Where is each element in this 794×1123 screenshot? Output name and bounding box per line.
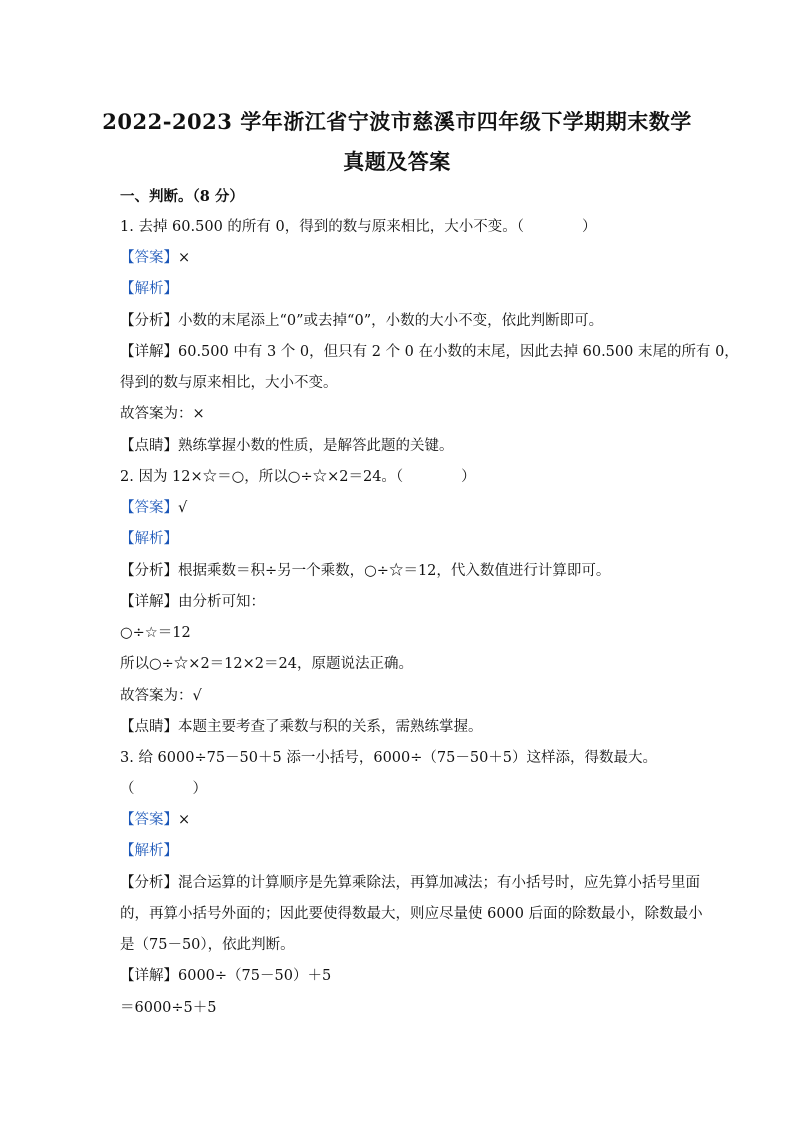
answer-tag: 【答案】 [120, 812, 178, 828]
section-heading: 一、判断。（8 分） [120, 188, 244, 205]
q2-step-1: ○÷☆＝12 [120, 625, 191, 641]
analysis-tag: 【分析】 [120, 563, 178, 579]
q2-key-point [120, 717, 483, 737]
q2-jiexi-tag: 【解析】 [120, 531, 178, 547]
detail-tag: 【详解】 [120, 968, 178, 984]
q3-step-1: ＝6000÷5＋5 [120, 1000, 217, 1016]
q1-detail-line-2: 得到的数与原来相比，大小不变。 [120, 375, 338, 391]
answer-value: √ [178, 500, 188, 516]
answer-value: × [178, 812, 191, 828]
q1-detail-line-1 [120, 342, 739, 362]
detail-text: 6000÷（75－50）＋5 [178, 968, 332, 984]
q3-analysis-line-2: 的，再算小括号外面的；因此要使得数最大，则应尽量使 6000 后面的除数最小，除数最小 [120, 906, 703, 922]
document-title-line-1: 2022-2023 学年浙江省宁波市慈溪市四年级下学期期末数学 [102, 109, 692, 134]
answer-value: × [178, 250, 191, 266]
detail-tag: 【详解】 [120, 344, 178, 360]
analysis-tag: 【分析】 [120, 313, 178, 329]
analysis-text: 混合运算的计算顺序是先算乘除法，再算加减法；有小括号时，应先算小括号里面 [178, 875, 700, 891]
question-1: 1. 去掉 60.500 的所有 0，得到的数与原来相比，大小不变。（ ） [120, 219, 597, 235]
q3-answer [120, 810, 190, 830]
q2-answer [120, 498, 187, 518]
q3-analysis-line-3: 是（75－50），依此判断。 [120, 937, 295, 953]
analysis-text: 小数的末尾添上“0”或去掉“0”，小数的大小不变，依此判断即可。 [178, 313, 604, 329]
detail-text: 由分析可知： [178, 594, 265, 610]
q2-conclusion: 故答案为：√ [120, 688, 202, 704]
q1-jiexi-tag: 【解析】 [120, 281, 178, 297]
key-point-text: 本题主要考查了乘数与积的关系，需熟练掌握。 [178, 719, 483, 735]
detail-tag: 【详解】 [120, 594, 178, 610]
q3-blank: （ ） [120, 781, 207, 797]
question-3: 3. 给 6000÷75－50＋5 添一小括号，6000÷（75－50＋5）这样添，得数最大。 [120, 750, 658, 766]
q3-analysis-line-1 [120, 873, 700, 893]
answer-tag: 【答案】 [120, 250, 178, 266]
key-point-tag: 【点睛】 [120, 719, 178, 735]
key-point-text: 熟练掌握小数的性质，是解答此题的关键。 [178, 438, 454, 454]
q2-analysis [120, 561, 610, 581]
document-title-line-2: 真题及答案 [343, 149, 451, 174]
detail-text: 60.500 中有 3 个 0，但只有 2 个 0 在小数的末尾，因此去掉 60.500 末尾的所有 0， [178, 344, 739, 360]
q1-conclusion: 故答案为：× [120, 406, 205, 422]
answer-tag: 【答案】 [120, 500, 178, 516]
analysis-tag: 【分析】 [120, 875, 178, 891]
question-2: 2. 因为 12×☆＝○，所以○÷☆×2＝24。（ ） [120, 469, 476, 485]
q3-jiexi-tag: 【解析】 [120, 843, 178, 859]
q1-analysis [120, 311, 603, 331]
q2-detail-line-1 [120, 592, 265, 612]
key-point-tag: 【点睛】 [120, 438, 178, 454]
q3-detail-line-1 [120, 966, 331, 986]
q2-step-2: 所以○÷☆×2＝12×2＝24，原题说法正确。 [120, 656, 413, 672]
analysis-text: 根据乘数＝积÷另一个乘数，○÷☆＝12，代入数值进行计算即可。 [178, 563, 611, 579]
q1-answer [120, 248, 190, 268]
q1-key-point [120, 436, 454, 456]
